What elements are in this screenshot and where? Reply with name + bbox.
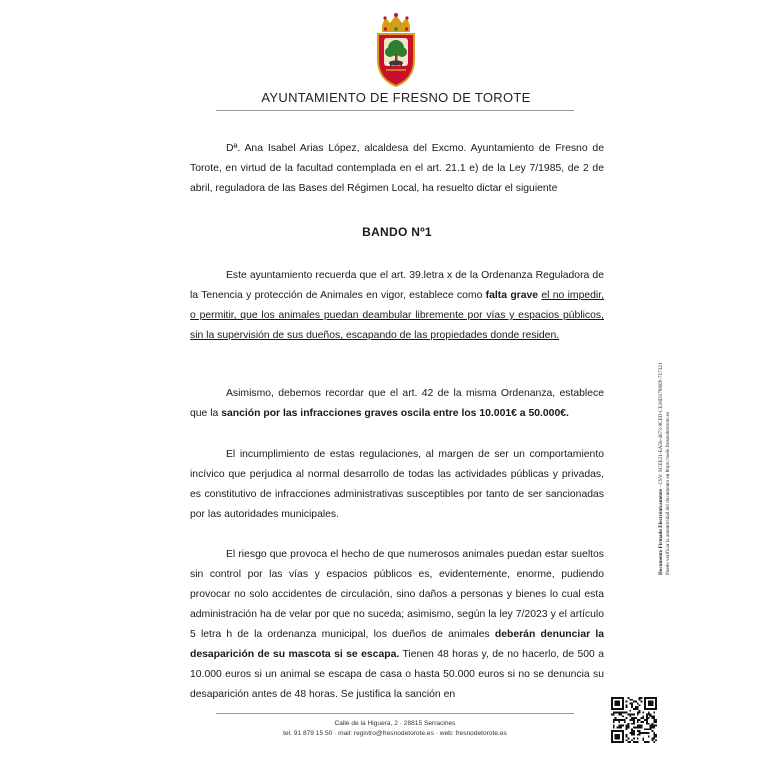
footer-contact: tel. 91 879 15 50 · mail: registro@fresnodetorote.es · web: fresnodetorote.es bbox=[283, 730, 507, 737]
paragraph-risk-text-2: Tienen 48 horas y, de no hacerlo, de 500 a 10.000 euros si un animal se escapa de casa o hasta 50.000 euros si no se denuncia su desaparición antes de 48 horas. Se justifica la sanción en bbox=[190, 649, 604, 700]
footer-divider bbox=[216, 713, 574, 714]
intro-paragraph: Dª. Ana Isabel Arias López, alcaldesa del Excmo. Ayuntamiento de Fresno de Torote, en virtud de la facultad contemplada en el art. 21.1 e) de la Ley 7/1985, de 2 de abril, reguladora de las Bases del Régimen Local, ha resuelto dictar el siguiente bbox=[190, 143, 604, 194]
paragraph-ordinance bbox=[190, 266, 604, 346]
organization-title: AYUNTAMIENTO DE FRESNO DE TOROTE bbox=[261, 90, 531, 105]
municipal-coat-of-arms-icon bbox=[372, 12, 420, 88]
footer-address: Calle de la Higuera, 2 · 28815 Serracines bbox=[334, 720, 456, 727]
paragraph-ordinance-bold: falta grave bbox=[485, 290, 539, 301]
paragraph-risk-bold: deberán denunciar la desaparición de su mascota si se escapa. bbox=[190, 629, 604, 660]
paragraph-ordinance-text: Este ayuntamiento recuerda que el art. 39.letra x de la Ordenanza Reguladora de la Tenencia y protección de Animales en vigor, establece como bbox=[190, 270, 604, 301]
paragraph-sanction-text: Asimismo, debemos recordar que el art. 42 de la misma Ordenanza, establece que la bbox=[190, 388, 604, 419]
signature-stamp-csv: · CSV: SCEE21-EA58-4673-9CED-CE16D1789EP-717321 bbox=[658, 362, 664, 489]
qr-code-icon bbox=[611, 697, 657, 743]
signature-stamp-line-1 bbox=[658, 275, 665, 575]
electronic-signature-stamp bbox=[658, 275, 672, 575]
paragraph-noncompliance: El incumplimiento de estas regulaciones, al margen de ser un comportamiento incívico que perjudica al normal desarrollo de todas las actividades públicas y privadas, es constitutivo de infracciones administrativas susceptibles por tanto de ser sancionadas por las autoridades municipales. bbox=[190, 449, 604, 520]
header-divider bbox=[216, 110, 574, 111]
document-title: BANDO Nº1 bbox=[362, 225, 432, 239]
paragraph-ordinance-underlined: el no impedir, o permitir, que los animales puedan deambular libremente por vías y espacios públicos, sin la supervisión de sus dueños, escapando de las propiedades donde residen. bbox=[190, 290, 605, 341]
signature-stamp-line-2: Puede verificar la autenticidad del documento en https://sede.fresnodetorote.es bbox=[665, 411, 671, 575]
paragraph-sanction bbox=[190, 384, 604, 424]
paragraph-risk bbox=[190, 545, 604, 705]
signature-stamp-title: Documento Firmado Electrónicamente bbox=[658, 488, 664, 575]
paragraph-risk-text: El riesgo que provoca el hecho de que numerosos animales puedan estar sueltos sin control por las vías y espacios públicos es, evidentemente, enorme, pudiendo provocar no solo accidentes de circulación, sino daños a personas y bienes lo cual esta administración ha de velar por que no suceda; asimismo, según la ley 7/2023 y el artículo 5 letra h de la ordenanza municipal, los dueños de animales bbox=[190, 549, 604, 640]
paragraph-sanction-bold: sanción por las infracciones graves oscila entre los 10.001€ a 50.000€. bbox=[221, 408, 569, 419]
